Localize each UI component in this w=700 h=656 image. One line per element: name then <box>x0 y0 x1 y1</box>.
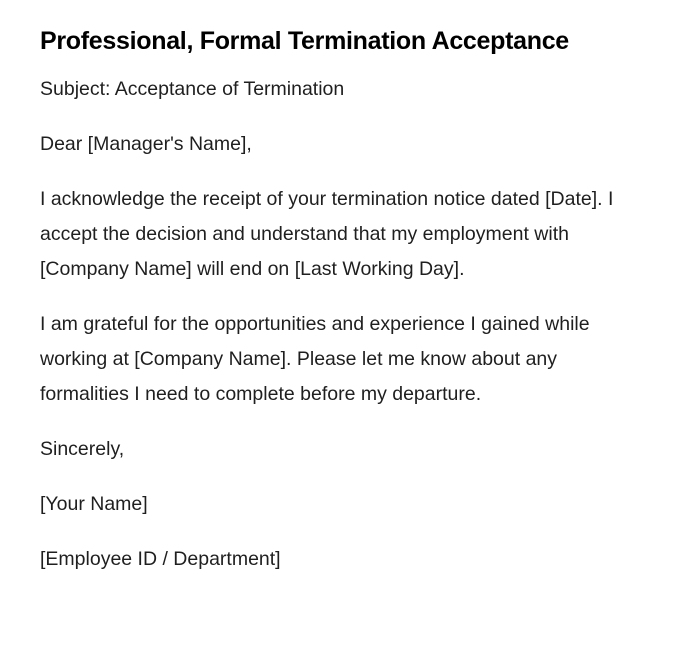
subject-line: Subject: Acceptance of Termination <box>40 78 345 100</box>
closing: Sincerely, <box>40 438 125 460</box>
gratitude-paragraph: I am grateful for the opportunities and experience I gained while working at [Company Name]. Please let me know about any formalities I need to complete before my departure. <box>40 313 590 405</box>
document-title: Professional, Formal Termination Acceptance <box>40 27 569 55</box>
signature-name: [Your Name] <box>40 493 148 515</box>
signature-details: [Employee ID / Department] <box>40 548 281 570</box>
acknowledgement-paragraph: I acknowledge the receipt of your termination notice dated [Date]. I accept the decision and understand that my employment with [Company Name] will end on [Last Working Day]. <box>40 188 614 280</box>
salutation: Dear [Manager's Name], <box>40 133 252 155</box>
